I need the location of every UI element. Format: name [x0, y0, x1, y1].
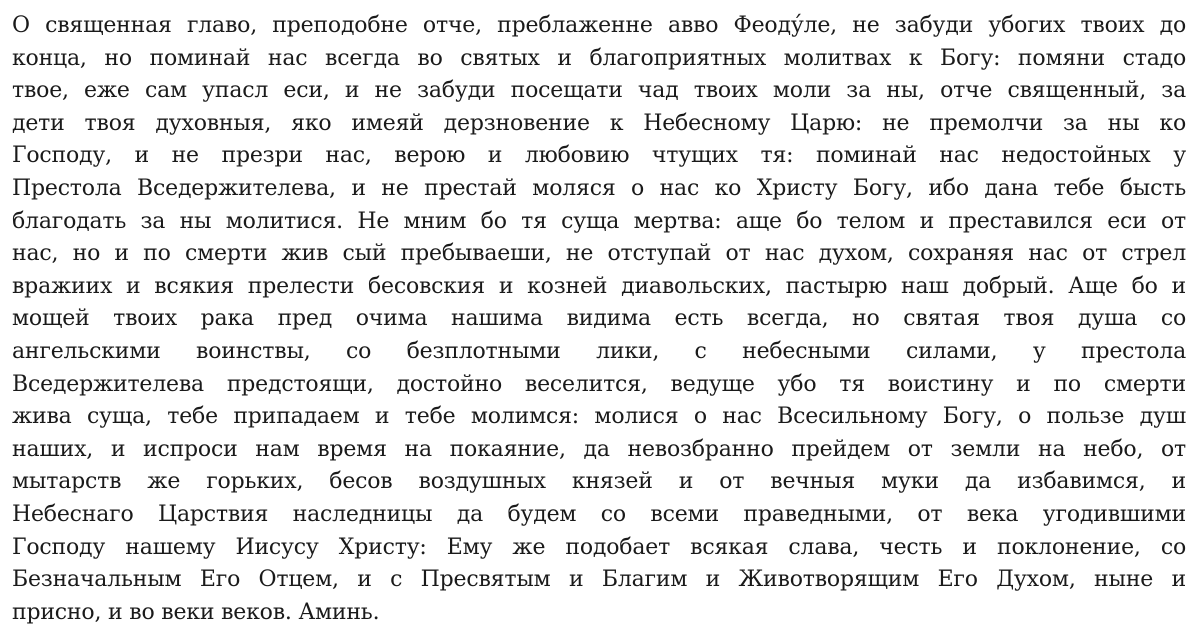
text-line: Господу нашему Иисусу Христу: Ему же подобает всякая слава, честь и поклонение, со: [12, 534, 1186, 560]
text-line: Господу, и не презри нас, верою и любовию чтущих тя: поминай нас недостойных у: [12, 143, 1186, 169]
text-line: нас, но и по смерти жив сый пребываеши, не отступай от нас духом, сохраняя нас от стрел: [12, 241, 1186, 267]
text-line: О священная главо, преподобне отче, преблаженне авво Феоду́ле, не забуди убогих твоих до: [12, 13, 1186, 38]
text-line: Небеснаго Царствия наследницы да будем со всеми праведными, от века угодившими: [12, 501, 1186, 527]
text-line: конца, но поминай нас всегда во святых и благоприятных молитвах к Богу: помяни стадо: [12, 45, 1186, 71]
text-line: благодать за ны молитися. Не мним бо тя суща мертва: аще бо телом и преставился еси от: [12, 208, 1186, 234]
text-line: мощей твоих рака пред очима нашима видима есть всегда, но святая твоя душа со: [12, 306, 1186, 332]
text-line: жива суща, тебе припадаем и тебе молимся: молися о нас Всесильному Богу, о пользе душ: [12, 404, 1186, 430]
text-line: Безначальным Его Отцем, и с Пресвятым и Благим и Животворящим Его Духом, ныне и: [12, 567, 1186, 593]
text-line: присно, и во веки веков. Аминь.: [12, 599, 380, 625]
text-line: Вседержителева предстоящи, достойно веселится, ведуще убо тя воистину и по смерти: [12, 371, 1186, 397]
text-line: ангельскими воинствы, со безплотными лики, с небесными силами, у престола: [12, 338, 1186, 364]
text-line: мытарств же горьких, бесов воздушных князей и от вечныя муки да избавимся, и: [12, 469, 1186, 495]
text-line: наших, и испроси нам время на покаяние, да невозбранно прейдем от земли на небо, от: [12, 436, 1186, 462]
text-line: твое, еже сам упасл еси, и не забуди посещати чад твоих моли за ны, отче священный, за: [12, 78, 1186, 104]
text-line: Престола Вседержителева, и не престай моляся о нас ко Христу Богу, ибо дана тебе бысть: [12, 175, 1186, 201]
text-line: дети твоя духовныя, яко имеяй дерзновение к Небесному Царю: не премолчи за ны ко: [12, 110, 1186, 136]
text-line: вражиих и всякия прелести бесовския и козней диавольских, пастырю наш добрый. Аще бо и: [12, 273, 1186, 299]
